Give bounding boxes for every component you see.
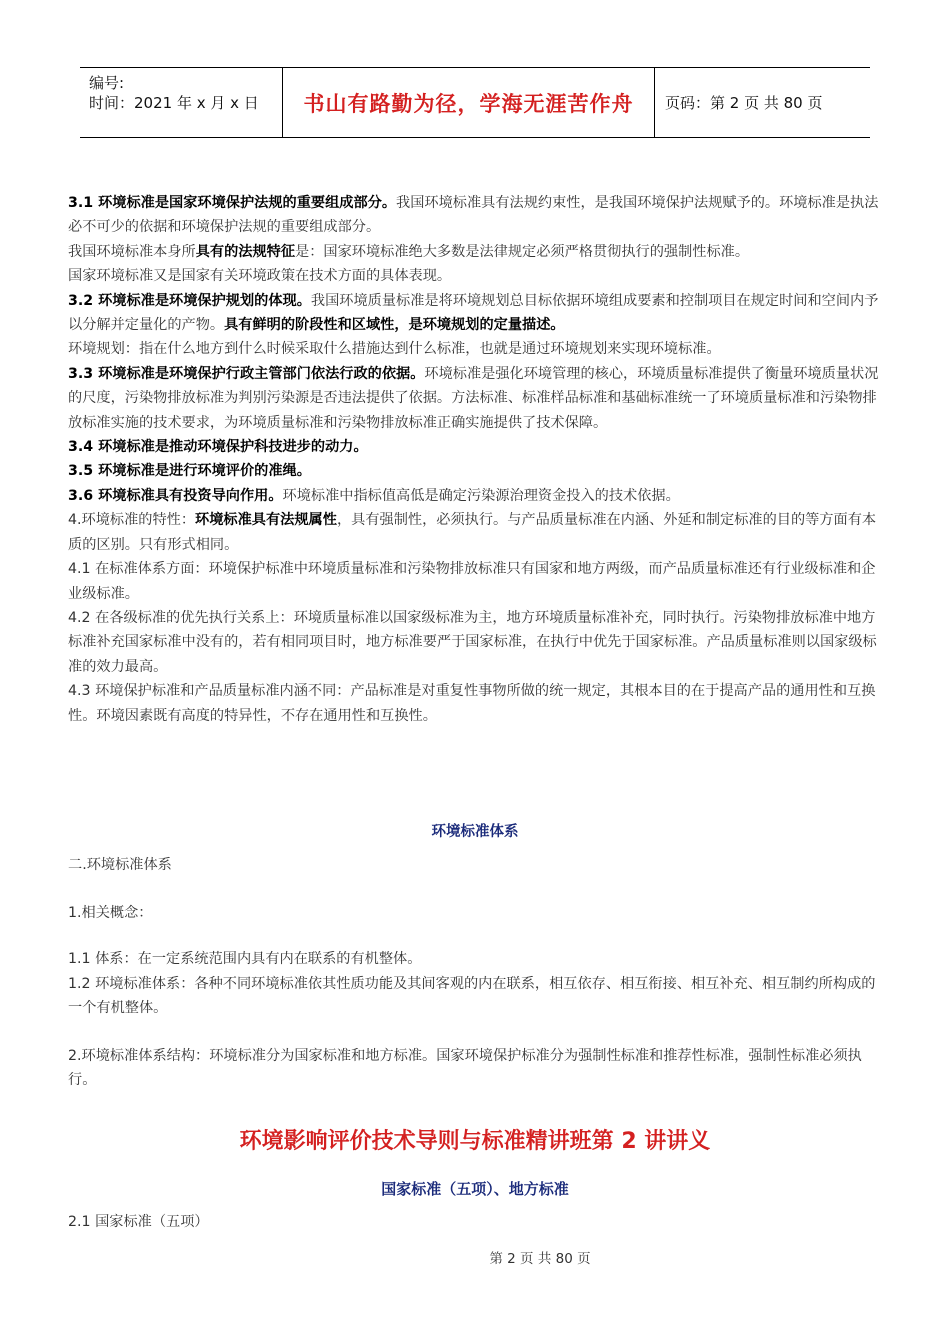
paragraph-3-4: 3.4 环境标准是推动环境保护科技进步的动力。	[68, 439, 368, 456]
paragraph-3-6: 3.6 环境标准具有投资导向作用。环境标准中指标值高低是确定污染源治理资金投入的技术依据。	[68, 487, 680, 504]
code-label: 编号:	[89, 74, 125, 92]
paragraph-4-3: 4.3 环境保护标准和产品质量标准内涵不同：产品标准是对重复性事物所做的统一规定，其根本目的在于提高产品的通用性和互换性。环境因素既有高度的特异性，不存在通用性和互换性。	[68, 683, 876, 724]
paragraph-4: 4.环境标准的特性：环境标准具有法规属性，具有强制性，必须执行。与产品质量标准在内涵、外延和制定标准的目的等方面有本质的区别。只有形式相同。	[68, 512, 877, 553]
line-1-2: 1.2 环境标准体系：各种不同环境标准依其性质功能及其间客观的内在联系，相互依存、相互衔接、相互补充、相互制约所构成的一个有机整体。	[68, 976, 876, 1017]
lecture-subtitle: 国家标准（五项）、地方标准	[381, 1180, 569, 1198]
page-header	[80, 67, 870, 138]
section-title: 环境标准体系	[431, 824, 519, 840]
paragraph-policy: 国家环境标准又是国家有关环境政策在技术方面的具体表现。	[68, 268, 452, 285]
paragraph-4-2: 4.2 在各级标准的优先执行关系上：环境质量标准以国家级标准为主，地方环境质量标准补充，同时执行。污染物排放标准中地方标准补充国家标准中没有的，若有相同项目时，地方标准要严于国家标准，在执行中优先于国家标准。产品质量标准则以国家级标准的效力最高。	[68, 609, 877, 675]
paragraph-3-2: 3.2 环境标准是环境保护规划的体现。我国环境质量标准是将环境规划总目标依据环境组成要素和控制项目在规定时间和空间内予以分解并定量化的产物。具有鲜明的阶段性和区域性，是环境规划的定量描述。	[68, 292, 879, 334]
date-label: 时间：2021 年 x 月 x 日	[89, 94, 259, 112]
line-concepts: 1.相关概念：	[68, 905, 153, 921]
paragraph-4-1: 4.1 在标准体系方面：环境保护标准中环境质量标准和污染物排放标准只有国家和地方两级，而产品质量标准还有行业级标准和企业级标准。	[68, 561, 876, 602]
body-text	[68, 191, 882, 728]
line-section-2: 二.环境标准体系	[68, 857, 172, 873]
header-motto: 书山有路勤为径，学海无涯苦作舟	[282, 68, 655, 137]
paragraph-3-3: 3.3 环境标准是环境保护行政主管部门依法行政的依据。环境标准是强化环境管理的核心，环境质量标准提供了衡量环境质量状况的尺度，污染物排放标准为判别污染源是否违法提供了依据。方法标准、标准样品标准和基础标准统一了环境质量标准和污染物排放标准实施的技术要求，为环境质量标准和污染物排放标准正确实施提供了技术保障。	[68, 365, 879, 431]
line-2-1: 2.1 国家标准（五项）	[68, 1214, 209, 1230]
header-page-label: 页码：第 2 页 共 80 页	[665, 94, 823, 112]
page-footer: 第 2 页 共 80 页	[489, 1251, 591, 1267]
line-1-1: 1.1 体系：在一定系统范围内具有内在联系的有机整体。	[68, 951, 422, 967]
lecture-title: 环境影响评价技术导则与标准精讲班第 2 讲讲义	[239, 1129, 711, 1154]
paragraph-legal-features: 我国环境标准本身所具有的法规特征是：国家环境标准绝大多数是法律规定必须严格贯彻执行的强制性标准。	[68, 243, 750, 260]
line-2: 2.环境标准体系结构：环境标准分为国家标准和地方标准。国家环境保护标准分为强制性标准和推荐性标准，强制性标准必须执行。	[68, 1048, 862, 1089]
paragraph-3-5: 3.5 环境标准是进行环境评价的准绳。	[68, 463, 311, 480]
header-left	[80, 68, 282, 137]
paragraph-planning: 环境规划：指在什么地方到什么时候采取什么措施达到什么标准，也就是通过环境规划来实现环境标准。	[68, 341, 721, 358]
paragraph-3-1: 3.1 环境标准是国家环境保护法规的重要组成部分。我国环境标准具有法规约束性，是我国环境保护法规赋予的。环境标准是执法必不可少的依据和环境保护法规的重要组成部分。	[68, 195, 879, 236]
